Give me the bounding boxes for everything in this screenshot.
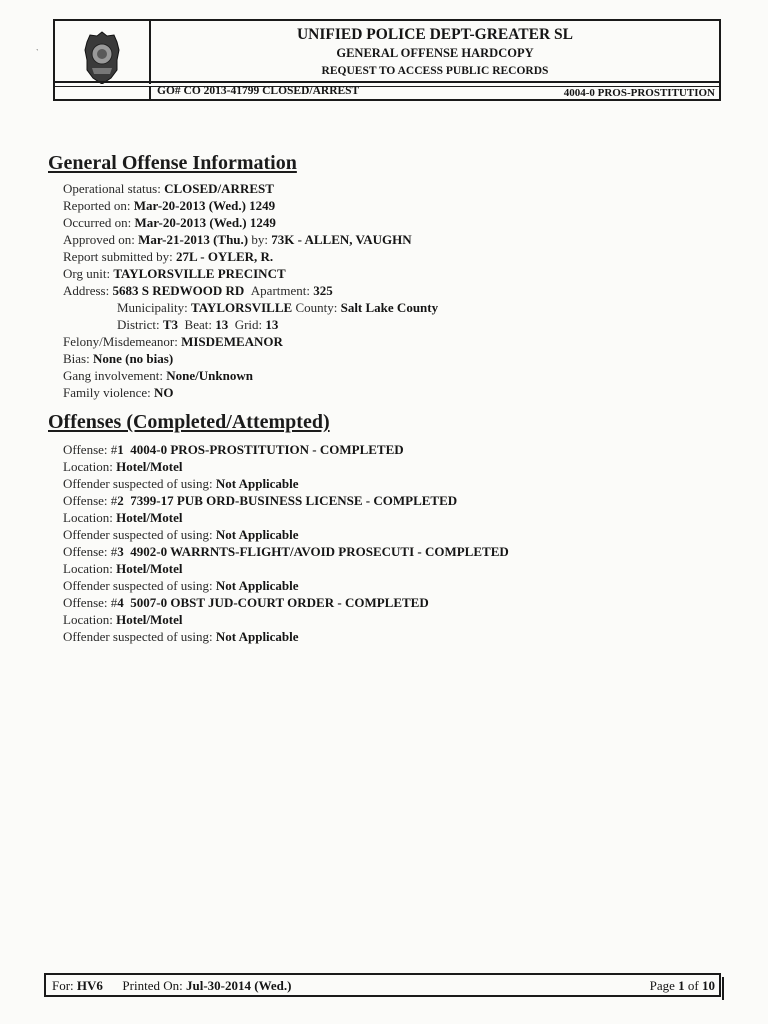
- offenses-heading: Offenses (Completed/Attempted): [48, 411, 330, 433]
- primary-offense-code: 4004-0 PROS-PROSTITUTION: [563, 87, 715, 99]
- offense-location-row: Location: Hotel/Motel: [63, 612, 183, 627]
- report-type: GENERAL OFFENSE HARDCOPY: [336, 46, 534, 60]
- gang-involvement-row: Gang involvement: None/Unknown: [63, 368, 253, 383]
- offender-suspected-row: Offender suspected of using: Not Applicable: [63, 629, 299, 644]
- felony-misdemeanor-row: Felony/Misdemeanor: MISDEMEANOR: [63, 334, 283, 349]
- agency-title: UNIFIED POLICE DEPT-GREATER SL: [296, 26, 574, 43]
- district-row: District: T3 Beat: 13 Grid: 13: [117, 317, 279, 332]
- offense-location-row: Location: Hotel/Motel: [63, 510, 183, 525]
- page-number: Page 1 of 10: [649, 978, 715, 993]
- reported-on-row: Reported on: Mar-20-2013 (Wed.) 1249: [63, 198, 276, 213]
- report-header: [53, 19, 721, 101]
- offense-location-row: Location: Hotel/Motel: [63, 561, 183, 576]
- occurred-on-row: Occurred on: Mar-20-2013 (Wed.) 1249: [63, 215, 276, 230]
- offense-row: Offense: #4 5007-0 OBST JUD-COURT ORDER - COMPLETED: [63, 595, 429, 610]
- offense-row: Offense: #2 7399-17 PUB ORD-BUSINESS LICENSE - COMPLETED: [63, 493, 458, 508]
- offense-row: Offense: #1 4004-0 PROS-PROSTITUTION - COMPLETED: [63, 442, 404, 457]
- bias-row: Bias: None (no bias): [63, 351, 174, 366]
- badge-cell: [55, 21, 151, 99]
- org-unit-row: Org unit: TAYLORSVILLE PRECINCT: [63, 266, 286, 281]
- report-submitted-row: Report submitted by: 27L - OYLER, R.: [63, 249, 274, 264]
- offender-suspected-row: Offender suspected of using: Not Applicable: [63, 476, 299, 491]
- municipality-row: Municipality: TAYLORSVILLE County: Salt Lake County: [117, 300, 439, 315]
- request-type: REQUEST TO ACCESS PUBLIC RECORDS: [321, 65, 549, 77]
- offender-suspected-row: Offender suspected of using: Not Applicable: [63, 578, 299, 593]
- footer-print-info: For: HV6 Printed On: Jul-30-2014 (Wed.): [52, 978, 292, 993]
- offense-row: Offense: #3 4902-0 WARRNTS-FLIGHT/AVOID PROSECUTI - COMPLETED: [63, 544, 509, 559]
- approved-on-row: Approved on: Mar-21-2013 (Thu.) by: 73K - ALLEN, VAUGHN: [63, 232, 412, 247]
- police-badge-icon: [83, 30, 121, 86]
- scan-mark: `: [36, 48, 39, 57]
- operational-status-row: Operational status: CLOSED/ARREST: [63, 181, 274, 196]
- page-footer: [44, 973, 721, 997]
- offender-suspected-row: Offender suspected of using: Not Applicable: [63, 527, 299, 542]
- general-info-heading: General Offense Information: [48, 152, 297, 174]
- family-violence-row: Family violence: NO: [63, 385, 174, 400]
- address-row: Address: 5683 S REDWOOD RD Apartment: 325: [63, 283, 333, 298]
- offense-location-row: Location: Hotel/Motel: [63, 459, 183, 474]
- go-number: GO# CO 2013-41799 CLOSED/ARREST: [157, 85, 360, 97]
